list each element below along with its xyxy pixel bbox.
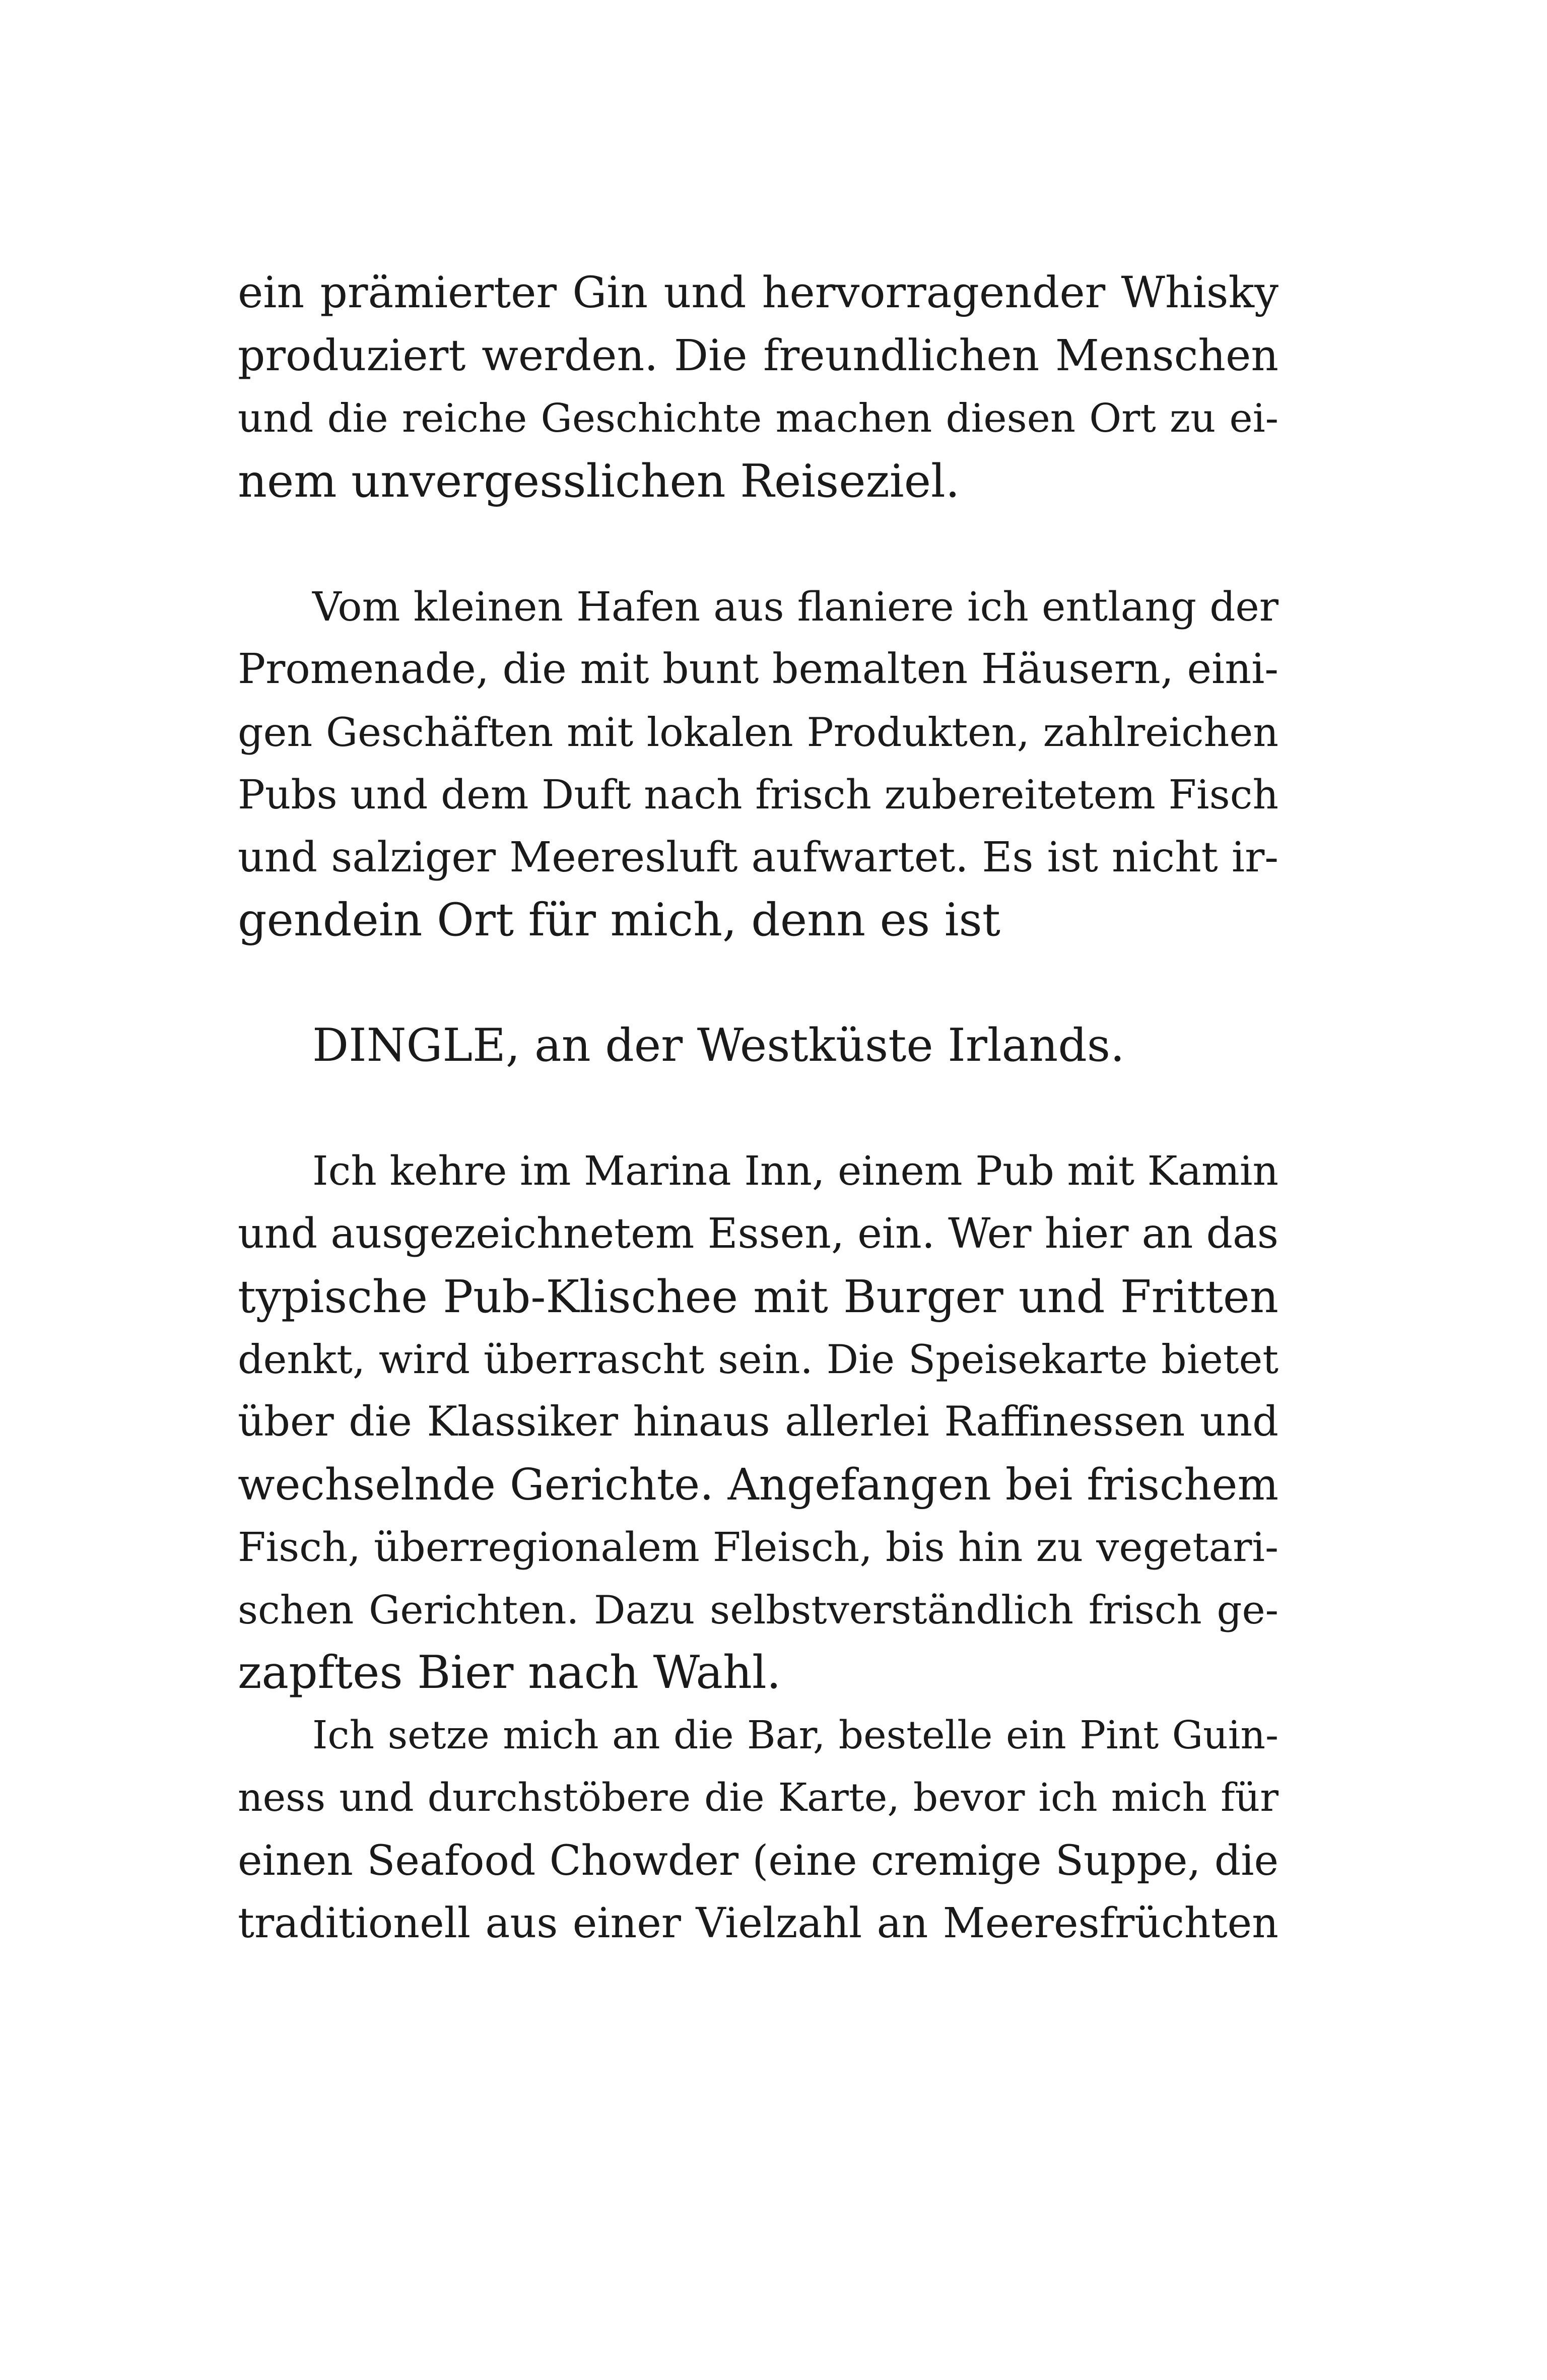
paragraph-gap bbox=[238, 1077, 1279, 1140]
text-line: gen Geschäften mit lokalen Produkten, zahlreichen bbox=[238, 709, 1279, 756]
paragraph-gap bbox=[238, 952, 1279, 1015]
text-line: typische Pub-Klischee mit Burger und Fritten bbox=[238, 1270, 1279, 1323]
text-line: einen Seafood Chowder (eine cremige Suppe, die bbox=[238, 1837, 1279, 1885]
text-line: Vom kleinen Hafen aus flaniere ich entlang der bbox=[312, 583, 1279, 630]
text-line: und die reiche Geschichte machen diesen Ort zu ei- bbox=[238, 396, 1279, 441]
text-line: nem unvergesslichen Reiseziel. bbox=[238, 454, 960, 508]
paragraph-gap bbox=[238, 513, 1279, 576]
text-line: zapftes Bier nach Wahl. bbox=[238, 1646, 781, 1699]
text-line: schen Gerichten. Dazu selbstverständlich frisch ge- bbox=[238, 1587, 1279, 1633]
text-line: ein prämierter Gin und hervorragender Whisky bbox=[238, 268, 1279, 318]
text-line: denkt, wird überrascht sein. Die Speisekarte bietet bbox=[238, 1336, 1279, 1383]
text-line: traditionell aus einer Vielzahl an Meeresfrüchten bbox=[238, 1899, 1279, 1947]
body-text bbox=[238, 262, 1279, 1955]
text-line: gendein Ort für mich, denn es ist bbox=[238, 894, 1000, 946]
text-line: DINGLE, an der Westküste Irlands. bbox=[312, 1019, 1125, 1072]
text-line: ness und durchstöbere die Karte, bevor ich mich für bbox=[238, 1776, 1279, 1820]
text-line: und ausgezeichnetem Essen, ein. Wer hier an das bbox=[238, 1209, 1279, 1258]
text-line: Promenade, die mit bunt bemalten Häusern, eini- bbox=[238, 645, 1279, 693]
text-line: Pubs und dem Duft nach frisch zubereitetem Fisch bbox=[238, 771, 1279, 818]
text-line: und salziger Meeresluft aufwartet. Es ist nicht ir- bbox=[238, 833, 1279, 881]
text-line: Ich setze mich an die Bar, bestelle ein Pint Guin- bbox=[312, 1713, 1279, 1758]
text-line: Fisch, überregionalem Fleisch, bis hin zu vegetari- bbox=[238, 1524, 1279, 1571]
text-line: wechselnde Gerichte. Angefangen bei frischem bbox=[238, 1459, 1279, 1510]
text-line: Ich kehre im Marina Inn, einem Pub mit Kamin bbox=[312, 1147, 1279, 1194]
text-line: produziert werden. Die freundlichen Menschen bbox=[238, 330, 1279, 381]
text-line: über die Klassiker hinaus allerlei Raffinessen und bbox=[238, 1398, 1279, 1446]
